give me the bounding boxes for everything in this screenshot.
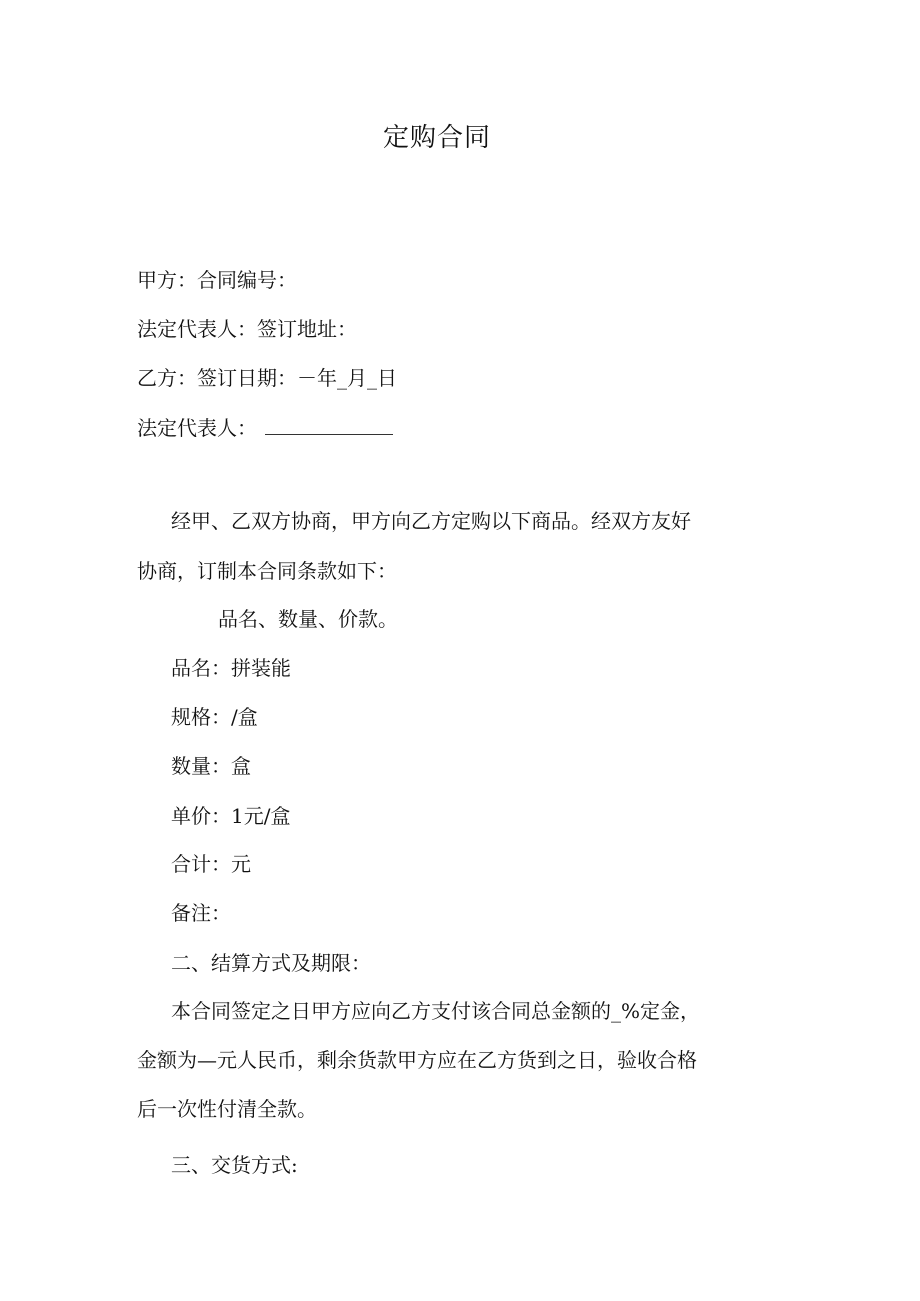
item-remarks: 备注： bbox=[171, 901, 231, 925]
item-product-name: 品名：拼装能 bbox=[171, 656, 291, 680]
signature-blank bbox=[265, 416, 393, 435]
party-b-line: 乙方：签订日期：－年_月_日 bbox=[137, 366, 397, 390]
item-unit-price: 单价：1元/盒 bbox=[171, 804, 291, 828]
section2-paragraph-line-1: 本合同签定之日甲方应向乙方支付该合同总金额的_%定金， bbox=[171, 999, 701, 1023]
section2-paragraph-line-2: 金额为—元人民币，剩余货款甲方应在乙方货到之日，验收合格 bbox=[137, 1048, 697, 1072]
party-b-representative-line bbox=[137, 413, 393, 443]
intro-paragraph-line-2: 协商，订制本合同条款如下： bbox=[137, 559, 397, 583]
section3-heading: 三、交货方式: bbox=[171, 1153, 298, 1177]
section2-heading: 二、结算方式及期限： bbox=[171, 951, 371, 975]
item-total: 合计：元 bbox=[171, 852, 251, 876]
item-quantity: 数量：盒 bbox=[171, 754, 251, 778]
document-title: 定购合同 bbox=[382, 123, 491, 153]
item-specification: 规格：/盒 bbox=[171, 705, 258, 729]
party-a-representative-line: 法定代表人：签订地址： bbox=[137, 317, 357, 341]
section2-paragraph-line-3: 后一次性付清全款。 bbox=[137, 1097, 317, 1121]
party-a-line: 甲方：合同编号： bbox=[137, 268, 297, 292]
section1-heading: 品名、数量、价款。 bbox=[218, 607, 398, 631]
party-b-representative-label: 法定代表人： bbox=[137, 416, 257, 440]
intro-paragraph-line-1: 经甲、乙双方协商，甲方向乙方定购以下商品。经双方友好 bbox=[171, 509, 691, 533]
